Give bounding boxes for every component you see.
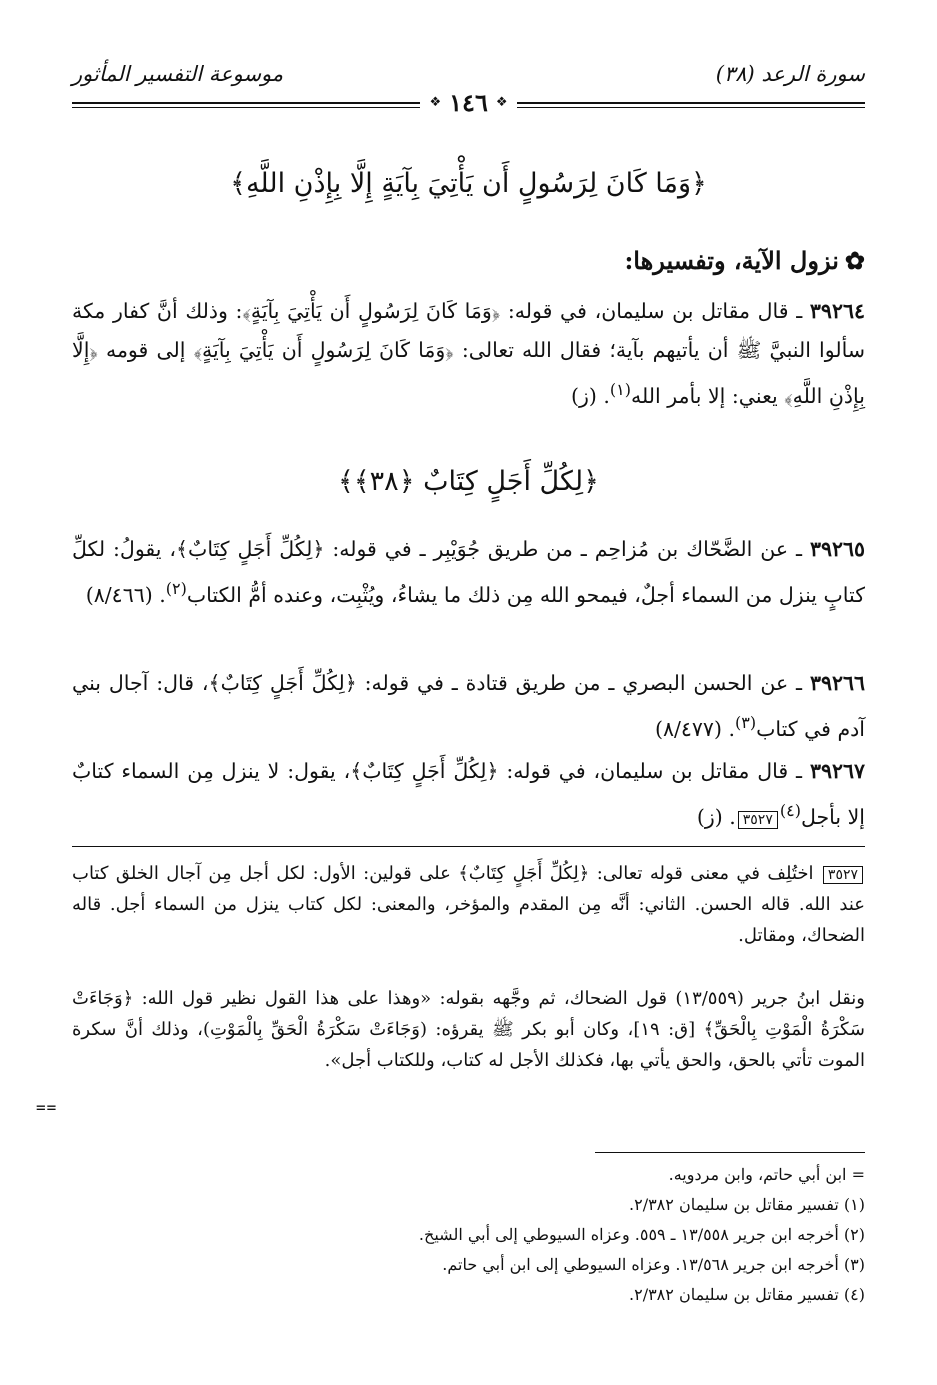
entry-tail: . (ز)	[696, 804, 736, 829]
entry-text: ـ قال مقاتل بن سليمان، في قوله: ﴿لِكُلِّ أَجَلٍ كِتَابٌ﴾، يقول: لا ينزل مِن السماء كتابٌ إلا بأجل	[72, 759, 865, 829]
ornament-icon: ❖	[429, 95, 442, 110]
narration-entry	[72, 292, 865, 416]
footnote-2: (٢) أخرجه ابن جرير ١٣/٥٥٨ ـ ٥٥٩. وعزاه السيوطي إلى أبي الشيخ.	[418, 1225, 865, 1244]
commentary-separator	[72, 846, 865, 847]
entry-text: ـ عن الضَّحّاك بن مُزاحِم ـ من طريق جُوَيْبِر ـ في قوله: ﴿لِكُلِّ أَجَلٍ كِتَابٌ﴾، يقولُ: لكلِّ كتابٍ ينزل من السماء أجلٌ، فيمحو الله مِن ذلك ما يشاءُ، ويُثْبِت، وعنده أمُّ الكتاب	[72, 537, 865, 607]
commentary-ref-box[interactable]: ٣٥٢٧	[738, 811, 778, 829]
commentary-text: ونقل ابنُ جرير (١٣/٥٥٩) قول الضحاك، ثم وجَّهه بقوله: «وهذا على هذا القول نظير قول الله: ﴿وَجَاءَتْ سَكْرَةُ الْمَوْتِ بِالْحَقِّ﴾ [ق: ١٩]، وكان أبو بكر ﷺ يقرؤه: (وَجَاءَتْ سَكْرَةُ الْحَقِّ بِالْمَوْتِ)، وذلك أنَّ سكرة الموت تأتي بالحق، والحق يأتي بها، فكذلك الأجل له كتاب، وللكتاب أجل».	[72, 988, 865, 1071]
entry-number: ٣٩٢٦٧	[809, 759, 865, 783]
margin-mark: ==	[36, 1098, 58, 1117]
footnote-ref[interactable]: (١)	[609, 380, 631, 399]
section-title-text: نزول الآية، وتفسيرها:	[624, 246, 839, 275]
running-header	[72, 58, 865, 128]
footnote-ref[interactable]: (٢)	[165, 579, 187, 598]
verse-heading: ﴿وَمَا كَانَ لِرَسُولٍ أَن يَأْتِيَ بِآيَةٍ إِلَّا بِإِذْنِ اللَّهِ﴾	[230, 168, 707, 199]
ornament-icon: ❖	[495, 95, 508, 110]
narration-entry	[72, 664, 865, 749]
footnote-separator	[595, 1152, 865, 1153]
footnote-4: (٤) تفسير مقاتل بن سليمان ٢/٣٨٢.	[629, 1285, 865, 1304]
entry-number: ٣٩٢٦٦	[809, 671, 865, 695]
footnote-continuation: = ابن أبي حاتم، وابن مردويه.	[668, 1165, 865, 1184]
flower-icon: ✿	[844, 246, 865, 275]
narration-entry	[72, 752, 865, 837]
footnotes	[72, 1160, 865, 1310]
footnote-3: (٣) أخرجه ابن جرير ١٣/٥٦٨. وعزاه السيوطي إلى ابن أبي حاتم.	[442, 1255, 865, 1274]
section-title	[72, 246, 865, 275]
entry-tail: . (٨/٤٦٦)	[85, 582, 166, 607]
verse-heading: ﴿لِكُلِّ أَجَلٍ كِتَابٌ ﴿٣٨﴾﴾	[338, 466, 599, 497]
book-title: موسوعة التفسير المأثور	[72, 62, 284, 86]
commentary-text: اختُلِف في معنى قوله تعالى: ﴿لِكُلِّ أَجَلٍ كِتَابٌ﴾ على قولين: الأول: لكل أجل مِن آجال الخلق كتاب عند الله. قاله الحسن. الثاني: أنَّه مِن المقدم والمؤخر، والمعنى: لكل كتاب ينزل من السماء أجل. قاله الضحاك، ومقاتل.	[72, 863, 865, 946]
entry-tail: . (٨/٤٧٧)	[654, 716, 735, 741]
commentary-number-box: ٣٥٢٧	[823, 866, 863, 884]
page-number-box	[420, 88, 518, 117]
narration-entry	[72, 530, 865, 615]
footnote-1: (١) تفسير مقاتل بن سليمان ٢/٣٨٢.	[629, 1195, 865, 1214]
entry-number: ٣٩٢٦٤	[809, 299, 865, 323]
footnote-ref[interactable]: (٤)	[779, 801, 801, 820]
commentary-paragraph	[72, 858, 865, 951]
surah-title: سورة الرعد (٣٨)	[715, 62, 865, 86]
entry-number: ٣٩٢٦٥	[809, 537, 865, 561]
commentary-paragraph	[72, 983, 865, 1076]
entry-text: ـ عن الحسن البصري ـ من طريق قتادة ـ في قوله: ﴿لِكُلِّ أَجَلٍ كِتَابٌ﴾، قال: آجال بني آدم في كتاب	[72, 671, 865, 741]
page-number: ١٤٦	[449, 88, 488, 117]
entry-tail: . (ز)	[570, 383, 610, 408]
footnote-ref[interactable]: (٣)	[734, 713, 757, 732]
entry-text: ـ قال مقاتل بن سليمان، في قوله: ﴿وَمَا كَانَ لِرَسُولٍ أَن يَأْتِيَ بِآيَةٍ﴾: وذلك أنَّ كفار مكة سألوا النبيَّ ﷺ أن يأتيهم بآية؛ فقال الله تعالى: ﴿وَمَا كَانَ لِرَسُولٍ أَن يَأْتِيَ بِآيَةٍ﴾ إلى قومه ﴿إِلَّا بِإِذْنِ اللَّهِ﴾ يعني: إلا بأمر الله	[72, 299, 865, 408]
